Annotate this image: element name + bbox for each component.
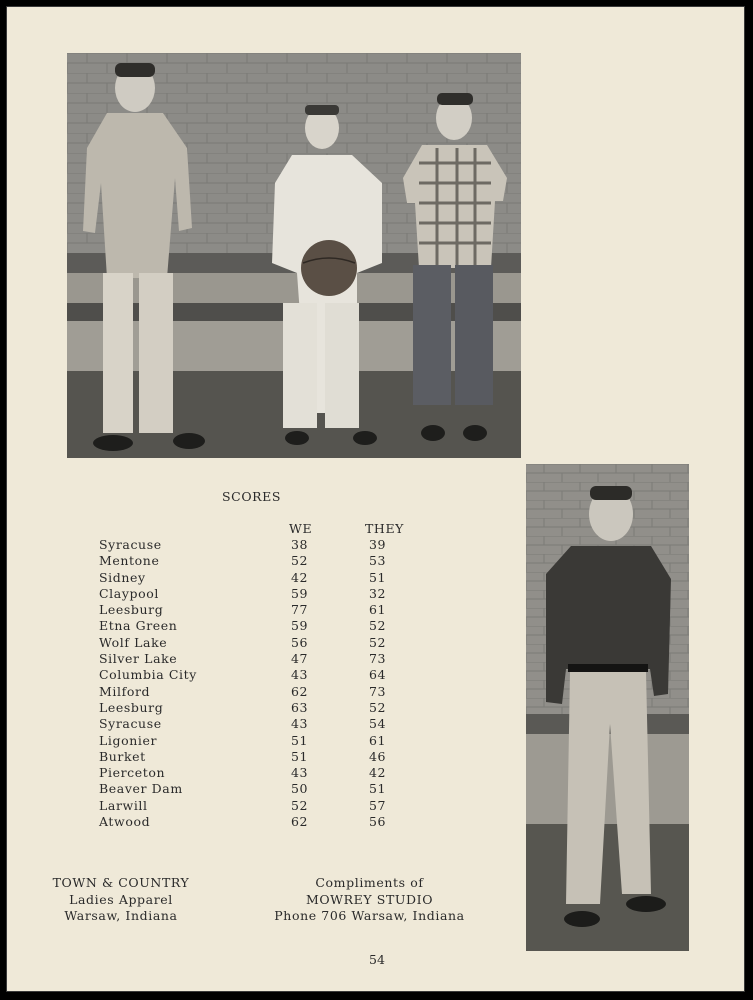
opponent-name: Atwood (99, 814, 151, 830)
score-they: 52 (369, 634, 387, 650)
ad-left-line3: Warsaw, Indiana (64, 908, 178, 923)
score-we: 51 (291, 732, 309, 748)
table-row (99, 537, 439, 553)
team-photo (67, 53, 521, 458)
score-we: 47 (291, 651, 309, 667)
table-row (99, 765, 439, 781)
score-they: 64 (369, 667, 387, 683)
score-they: 61 (369, 732, 387, 748)
score-we: 43 (291, 667, 309, 683)
table-row (99, 667, 439, 683)
score-they: 57 (369, 797, 387, 813)
table-row (99, 814, 439, 830)
score-we: 38 (291, 537, 309, 552)
table-row (99, 733, 439, 749)
score-they: 51 (369, 781, 387, 797)
score-we: 59 (291, 618, 309, 634)
ad-mowrey-studio (257, 875, 482, 925)
table-row (99, 798, 439, 814)
opponent-name: Mentone (99, 553, 160, 569)
opponent-name: Columbia City (99, 667, 197, 683)
column-header-we: WE (289, 521, 313, 536)
yearbook-page (6, 6, 745, 992)
table-row (99, 553, 439, 569)
score-we: 50 (291, 781, 309, 797)
column-header-they: THEY (365, 521, 405, 536)
table-row (99, 700, 439, 716)
ad-left-line1: TOWN & COUNTRY (52, 875, 190, 890)
ad-right-line1: Compliments of (315, 875, 424, 890)
opponent-name: Silver Lake (99, 651, 178, 667)
score-we: 59 (291, 585, 309, 601)
opponent-name: Syracuse (99, 537, 162, 552)
score-they: 42 (369, 765, 387, 781)
score-we: 62 (291, 814, 309, 830)
table-row (99, 586, 439, 602)
table-row (99, 781, 439, 797)
opponent-name: Burket (99, 748, 146, 764)
opponent-name: Etna Green (99, 618, 178, 634)
table-row (99, 602, 439, 618)
opponent-name: Wolf Lake (99, 634, 168, 650)
score-we: 43 (291, 765, 309, 781)
opponent-name: Larwill (99, 797, 148, 813)
opponent-name: Leesburg (99, 602, 164, 618)
table-row (99, 684, 439, 700)
score-we: 52 (291, 553, 309, 569)
score-they: 54 (369, 716, 387, 732)
score-we: 56 (291, 634, 309, 650)
table-row (99, 635, 439, 651)
score-they: 39 (369, 537, 387, 552)
score-we: 77 (291, 602, 309, 618)
coach-photo (526, 464, 689, 951)
table-row (99, 618, 439, 634)
opponent-name: Pierceton (99, 765, 166, 781)
opponent-name: Ligonier (99, 732, 158, 748)
ad-town-country (31, 875, 211, 925)
opponent-name: Sidney (99, 569, 146, 585)
score-they: 52 (369, 699, 387, 715)
ad-left-line2: Ladies Apparel (69, 891, 173, 907)
opponent-name: Beaver Dam (99, 781, 183, 797)
ad-right-line2: MOWREY STUDIO (305, 891, 434, 907)
opponent-name: Milford (99, 683, 151, 699)
score-we: 63 (291, 699, 309, 715)
page-number: 54 (369, 952, 385, 967)
scores-title: SCORES (222, 489, 282, 504)
opponent-name: Leesburg (99, 699, 164, 715)
score-they: 73 (369, 651, 387, 667)
score-we: 52 (291, 797, 309, 813)
opponent-name: Syracuse (99, 716, 162, 732)
score-they: 51 (369, 569, 387, 585)
table-row (99, 716, 439, 732)
score-we: 43 (291, 716, 309, 732)
score-we: 62 (291, 683, 309, 699)
score-they: 32 (369, 585, 387, 601)
score-we: 51 (291, 748, 309, 764)
scores-table (99, 537, 439, 830)
table-row (99, 570, 439, 586)
table-row (99, 749, 439, 765)
ad-right-line3: Phone 706 Warsaw, Indiana (274, 908, 465, 923)
score-they: 46 (369, 748, 387, 764)
table-row (99, 651, 439, 667)
score-they: 52 (369, 618, 387, 634)
score-we: 42 (291, 569, 309, 585)
score-they: 73 (369, 683, 387, 699)
score-they: 56 (369, 814, 387, 830)
score-they: 53 (369, 553, 387, 569)
opponent-name: Claypool (99, 585, 159, 601)
score-they: 61 (369, 602, 387, 618)
